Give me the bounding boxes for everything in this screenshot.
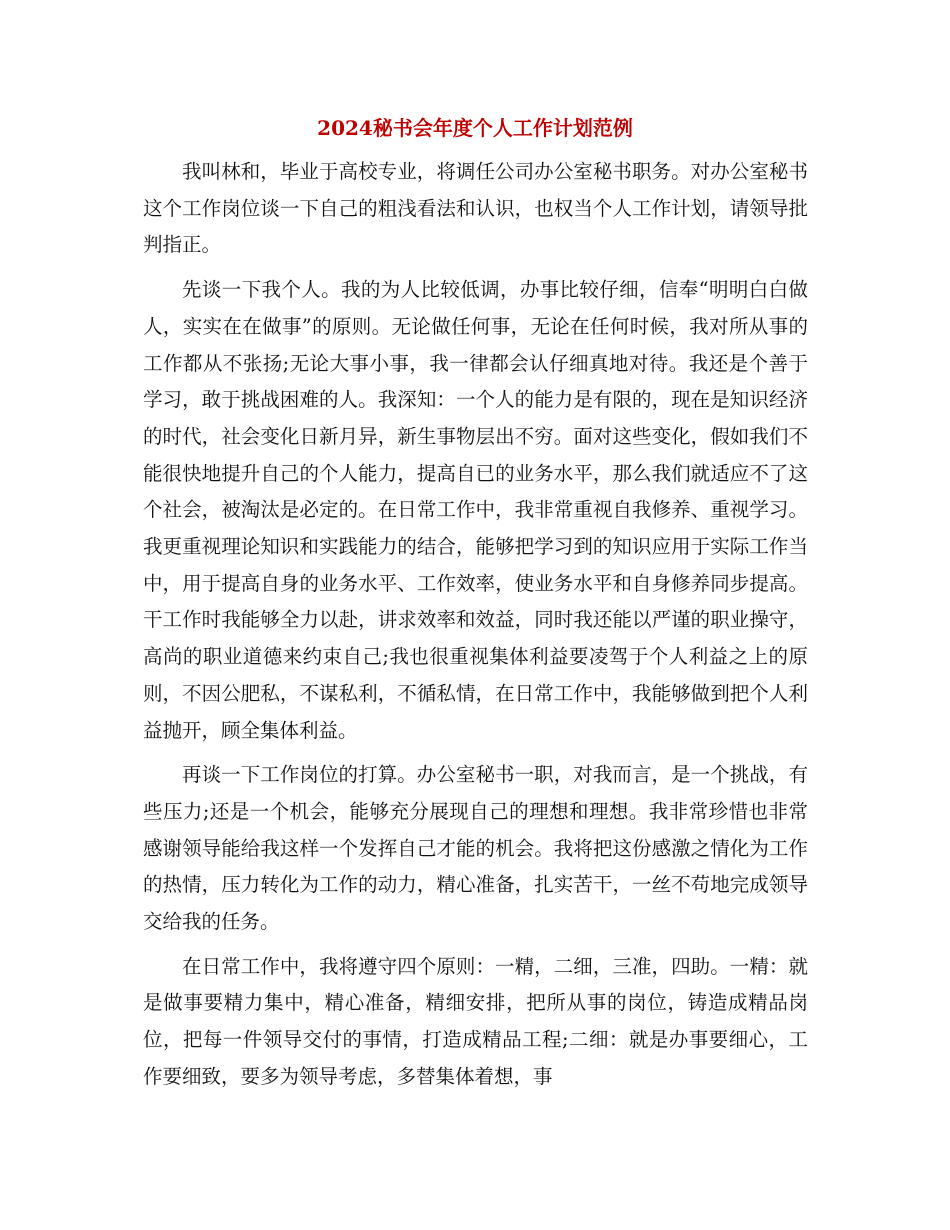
paragraph-principles: 在日常工作中，我将遵守四个原则：一精，二细，三准，四助。一精：就是做事要精力集中，精心准备，精细安排，把所从事的岗位，铸造成精品岗位，把每一件领导交付的事情，打造成精品工程;二细：就是办事要细心，工作要细致，要多为领导考虑，多替集体着想，事 (143, 954, 808, 1088)
paragraph-job-plan: 再谈一下工作岗位的打算。办公室秘书一职，对我而言，是一个挑战，有些压力;还是一个机会，能够充分展现自己的理想和理想。我非常珍惜也非常感谢领导能给我这样一个发挥自己才能的机会。我将把这份感激之情化为工作的热情，压力转化为工作的动力，精心准备，扎实苦干，一丝不苟地完成领导交给我的任务。 (143, 763, 808, 934)
document-title: 2024秘书会年度个人工作计划范例 (317, 116, 633, 140)
paragraph-intro: 我叫林和，毕业于高校专业，将调任公司办公室秘书职务。对办公室秘书这个工作岗位谈一下自己的粗浅看法和认识，也权当个人工作计划，请领导批判指正。 (143, 160, 808, 257)
document-body (143, 154, 808, 1104)
paragraph-personal: 先谈一下我个人。我的为人比较低调，办事比较仔细，信奉“明明白白做人，实实在在做事”的原则。无论做任何事，无论在任何时候，我对所从事的工作都从不张扬;无论大事小事，我一律都会认仔细真地对待。我还是个善于学习，敢于挑战困难的人。我深知：一个人的能力是有限的，现在是知识经济的时代，社会变化日新月异，新生事物层出不穷。面对这些变化，假如我们不能很快地提升自己的个人能力，提高自已的业务水平，那么我们就适应不了这个社会，被淘汰是必定的。在日常工作中，我非常重视自我修养、重视学习。我更重视理论知识和实践能力的结合，能够把学习到的知识应用于实际工作当中，用于提高自身的业务水平、工作效率，使业务水平和自身修养同步提高。干工作时我能够全力以赴，讲求效率和效益，同时我还能以严谨的职业操守，高尚的职业道德来约束自己;我也很重视集体利益要凌驾于个人利益之上的原则，不因公肥私，不谋私利，不循私情，在日常工作中，我能够做到把个人利益抛开，顾全集体利益。 (143, 278, 808, 742)
